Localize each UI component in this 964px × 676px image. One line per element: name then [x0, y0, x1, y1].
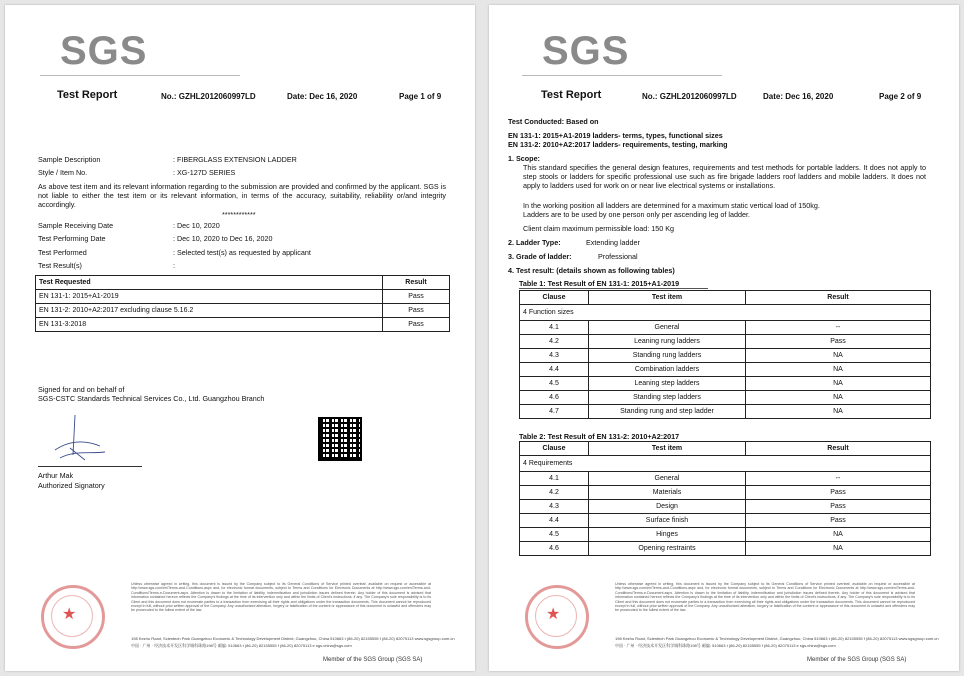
report-date: Date: Dec 16, 2020: [763, 92, 834, 101]
result-cell: Pass: [383, 290, 450, 304]
member-text: Member of the SGS Group (SGS SA): [807, 657, 907, 663]
clause-cell: 4.4: [520, 514, 589, 528]
clause-cell: 4.5: [520, 377, 589, 391]
signatory-name: Arthur Mak: [38, 471, 74, 480]
column-header: Result: [383, 276, 450, 290]
table-header-row: [520, 291, 931, 305]
report-number: No.: GZHL2012060997LD: [161, 92, 256, 101]
address-en: 198 Kezhu Road, Scientech Park Guangzhou Economic & Technology Development District, Guangzhou, China 510663 t (86-20) 82155555 f (86-20) 82075113 www.sgsgroup.com.cn: [131, 636, 455, 641]
section-row: [520, 456, 931, 472]
table-header-row: [36, 276, 450, 290]
report-page-2: [489, 5, 959, 671]
page-title: Test Report: [57, 89, 118, 101]
table-row: [520, 335, 931, 349]
clause-cell: 4.7: [520, 405, 589, 419]
section-cell: 4 Requirements: [520, 456, 931, 472]
result-cell: NA: [746, 363, 931, 377]
address-en: 198 Kezhu Road, Scientech Park Guangzhou Economic & Technology Development District, Guangzhou, China 510663 t (86-20) 82155555 f (86-20) 82075113 www.sgsgroup.com.cn: [615, 636, 939, 641]
disclaimer-text: As above test item and its relevant information regarding to the submission are provided and confirmed by the applicant. SGS is not liable to either the test item or its relevant information, in terms of the accuracy, suitability, reliability or/and integrity accordingly.: [38, 182, 446, 209]
column-header: Test item: [589, 291, 746, 305]
report-date: Date: Dec 16, 2020: [287, 92, 358, 101]
scope-load: In the working position all ladders are determined for a maximum static vertical load of 150kg.: [523, 201, 820, 210]
sgs-logo: SGS: [60, 29, 148, 73]
column-header: Clause: [520, 291, 589, 305]
table-row: [36, 290, 450, 304]
item-cell: Surface finish: [589, 514, 746, 528]
column-header: Result: [746, 442, 931, 456]
table-header-row: [520, 442, 931, 456]
column-header: Test Requested: [36, 276, 383, 290]
clause-cell: 4.5: [520, 528, 589, 542]
item-cell: General: [589, 472, 746, 486]
signed-company-text: SGS-CSTC Standards Technical Services Co., Ltd. Guangzhou Branch: [38, 394, 265, 403]
field-value: : Selected test(s) as requested by applicant: [173, 248, 311, 257]
qr-code-icon: [318, 417, 362, 461]
table-row: [520, 500, 931, 514]
section-cell: 4 Function sizes: [520, 305, 931, 321]
clause-cell: 4.3: [520, 349, 589, 363]
table-row: [520, 321, 931, 335]
table-cell: EN 131-2: 2010+A2:2017 excluding clause 5.16.2: [36, 304, 383, 318]
item-cell: Standing rung and step ladder: [589, 405, 746, 419]
signatory-title: Authorized Signatory: [38, 481, 105, 490]
result-cell: --: [746, 321, 931, 335]
column-header: Test item: [589, 442, 746, 456]
table-row: [520, 391, 931, 405]
result-cell: NA: [746, 391, 931, 405]
item-cell: General: [589, 321, 746, 335]
result-cell: NA: [746, 377, 931, 391]
test-conducted-heading: Test Conducted: Based on: [508, 117, 599, 126]
result-cell: NA: [746, 542, 931, 556]
table-row: [520, 377, 931, 391]
test-requested-table: [35, 275, 450, 332]
separator-stars: ************: [222, 210, 256, 219]
result-cell: Pass: [746, 500, 931, 514]
result-cell: Pass: [746, 335, 931, 349]
item-cell: Leaning step ladders: [589, 377, 746, 391]
item-cell: Design: [589, 500, 746, 514]
page-number: Page 2 of 9: [879, 92, 922, 101]
member-text: Member of the SGS Group (SGS SA): [323, 657, 423, 663]
column-header: Result: [746, 291, 931, 305]
scope-users: Ladders are to be used by one person only per ascending leg of ladder.: [523, 210, 750, 219]
report-number: No.: GZHL2012060997LD: [642, 92, 737, 101]
result-cell: Pass: [383, 318, 450, 332]
sgs-logo: SGS: [542, 29, 630, 73]
clause-cell: 4.1: [520, 321, 589, 335]
result-cell: NA: [746, 528, 931, 542]
clause-cell: 4.3: [520, 500, 589, 514]
ladder-type-value: Extending ladder: [586, 238, 640, 247]
table-row: [36, 318, 450, 332]
item-cell: Combination ladders: [589, 363, 746, 377]
table-row: [520, 349, 931, 363]
table-row: [520, 472, 931, 486]
table-row: [520, 542, 931, 556]
field-label: Test Performed: [38, 248, 87, 257]
ladder-type-label: 2. Ladder Type:: [508, 238, 561, 247]
client-claim: Client claim maximum permissible load: 150 Kg: [523, 224, 674, 233]
table-row: [520, 528, 931, 542]
clause-cell: 4.6: [520, 391, 589, 405]
signature-icon: [45, 410, 115, 470]
table-row: [520, 405, 931, 419]
field-label: Test Result(s): [38, 261, 82, 270]
item-cell: Materials: [589, 486, 746, 500]
result-cell: Pass: [746, 514, 931, 528]
field-label: Style / Item No.: [38, 168, 88, 177]
item-cell: Standing rung ladders: [589, 349, 746, 363]
seal-star-icon: ★: [62, 606, 77, 623]
result-cell: Pass: [746, 486, 931, 500]
result-cell: NA: [746, 405, 931, 419]
clause-cell: 4.1: [520, 472, 589, 486]
address-cn: 中国 · 广州 · 经济技术开发区科学城科珠路198号 邮编: 510663 t (86-20) 82155555 f (86-20) 82075113 e sgs.china@sgs.com: [615, 643, 836, 648]
result-cell: Pass: [383, 304, 450, 318]
scope-heading: 1. Scope:: [508, 154, 540, 163]
field-value: : FIBERGLASS EXTENSION LADDER: [173, 155, 297, 164]
field-label: Sample Receiving Date: [38, 221, 114, 230]
terms-text: Unless otherwise agreed in writing, this document is issued by the Company subject to its General Conditions of Service printed overleaf, available on request or accessible at http://www.sgs.com/en/Terms-and-Conditions.aspx and, for electronic format documents, subject to Terms and Conditions for Electronic Documents at http://www.sgs.com/en/Terms-and-Conditions/Terms-e-Document.aspx. Attention is drawn to the limitation of liability, indemnification and jurisdiction issues defined therein. Any holder of this document is advised that information contained hereon reflects the Company's findings at the time of its intervention only and within the limits of Client's instructions, if any. The Company's sole responsibility is to its Client and this document does not exonerate parties to a transaction from exercising all their rights and obligations under the transaction documents. This document cannot be reproduced except in full, without prior written approval of the Company. Any unauthorized alteration, forgery or falsification of the content or appearance of this document is unlawful and offenders may be prosecuted to the fullest extent of the law.: [615, 582, 915, 613]
result-cell: --: [746, 472, 931, 486]
results-table-1: [519, 290, 931, 419]
signature-line: [38, 466, 142, 467]
clause-cell: 4.6: [520, 542, 589, 556]
field-value: :: [173, 261, 175, 270]
logo-divider: [40, 75, 240, 76]
table-row: [520, 514, 931, 528]
field-value: : XG-127D SERIES: [173, 168, 236, 177]
scope-text: This standard specifies the general design features, requirements and test methods for portable ladders. It does not apply to step stools or ladders for specific professional use such as fire brigade ladders roof ladders and mobile ladders. It does not apply to ladders used for work on or near live electrical systems or installations.: [523, 163, 926, 190]
table-row: [520, 486, 931, 500]
page-title: Test Report: [541, 89, 602, 101]
clause-cell: 4.2: [520, 486, 589, 500]
clause-cell: 4.2: [520, 335, 589, 349]
item-cell: Opening restraints: [589, 542, 746, 556]
logo-divider: [522, 75, 722, 76]
standard-1: EN 131-1: 2015+A1-2019 ladders- terms, types, functional sizes: [508, 131, 723, 140]
table-cell: EN 131-1: 2015+A1-2019: [36, 290, 383, 304]
field-value: : Dec 10, 2020 to Dec 16, 2020: [173, 234, 273, 243]
report-page-1: [5, 5, 475, 671]
item-cell: Hinges: [589, 528, 746, 542]
grade-value: Professional: [598, 252, 638, 261]
table1-caption-underline: [519, 288, 708, 289]
field-label: Sample Description: [38, 155, 101, 164]
terms-text: Unless otherwise agreed in writing, this document is issued by the Company subject to its General Conditions of Service printed overleaf, available on request or accessible at http://www.sgs.com/en/Terms-and-Conditions.aspx and, for electronic format documents, subject to Terms and Conditions for Electronic Documents at http://www.sgs.com/en/Terms-and-Conditions/Terms-e-Document.aspx. Attention is drawn to the limitation of liability, indemnification and jurisdiction issues defined therein. Any holder of this document is advised that information contained hereon reflects the Company's findings at the time of its intervention only and within the limits of Client's instructions, if any. The Company's sole responsibility is to its Client and this document does not exonerate parties to a transaction from exercising all their rights and obligations under the transaction documents. This document cannot be reproduced except in full, without prior written approval of the Company. Any unauthorized alteration, forgery or falsification of the content or appearance of this document is unlawful and offenders may be prosecuted to the fullest extent of the law.: [131, 582, 431, 613]
field-value: : Dec 10, 2020: [173, 221, 220, 230]
section-row: [520, 305, 931, 321]
address-cn: 中国 · 广州 · 经济技术开发区科学城科珠路198号 邮编: 510663 t (86-20) 82155555 f (86-20) 82075113 e sgs.china@sgs.com: [131, 643, 352, 648]
seal-star-icon: ★: [546, 606, 561, 623]
column-header: Clause: [520, 442, 589, 456]
standard-2: EN 131-2: 2010+A2:2017 ladders- requirements, testing, marking: [508, 140, 728, 149]
table-row: [36, 304, 450, 318]
item-cell: Standing step ladders: [589, 391, 746, 405]
field-label: Test Performing Date: [38, 234, 106, 243]
results-table-2: [519, 441, 931, 556]
test-result-heading: 4. Test result: (details shown as following tables): [508, 266, 675, 275]
table-row: [520, 363, 931, 377]
signed-for-text: Signed for and on behalf of: [38, 385, 125, 394]
result-cell: NA: [746, 349, 931, 363]
page-number: Page 1 of 9: [399, 92, 442, 101]
table1-caption: Table 1: Test Result of EN 131-1: 2015+A1-2019: [519, 279, 680, 288]
table-cell: EN 131-3:2018: [36, 318, 383, 332]
item-cell: Leaning rung ladders: [589, 335, 746, 349]
table2-caption: Table 2: Test Result of EN 131-2: 2010+A2:2017: [519, 432, 680, 441]
grade-label: 3. Grade of ladder:: [508, 252, 572, 261]
clause-cell: 4.4: [520, 363, 589, 377]
